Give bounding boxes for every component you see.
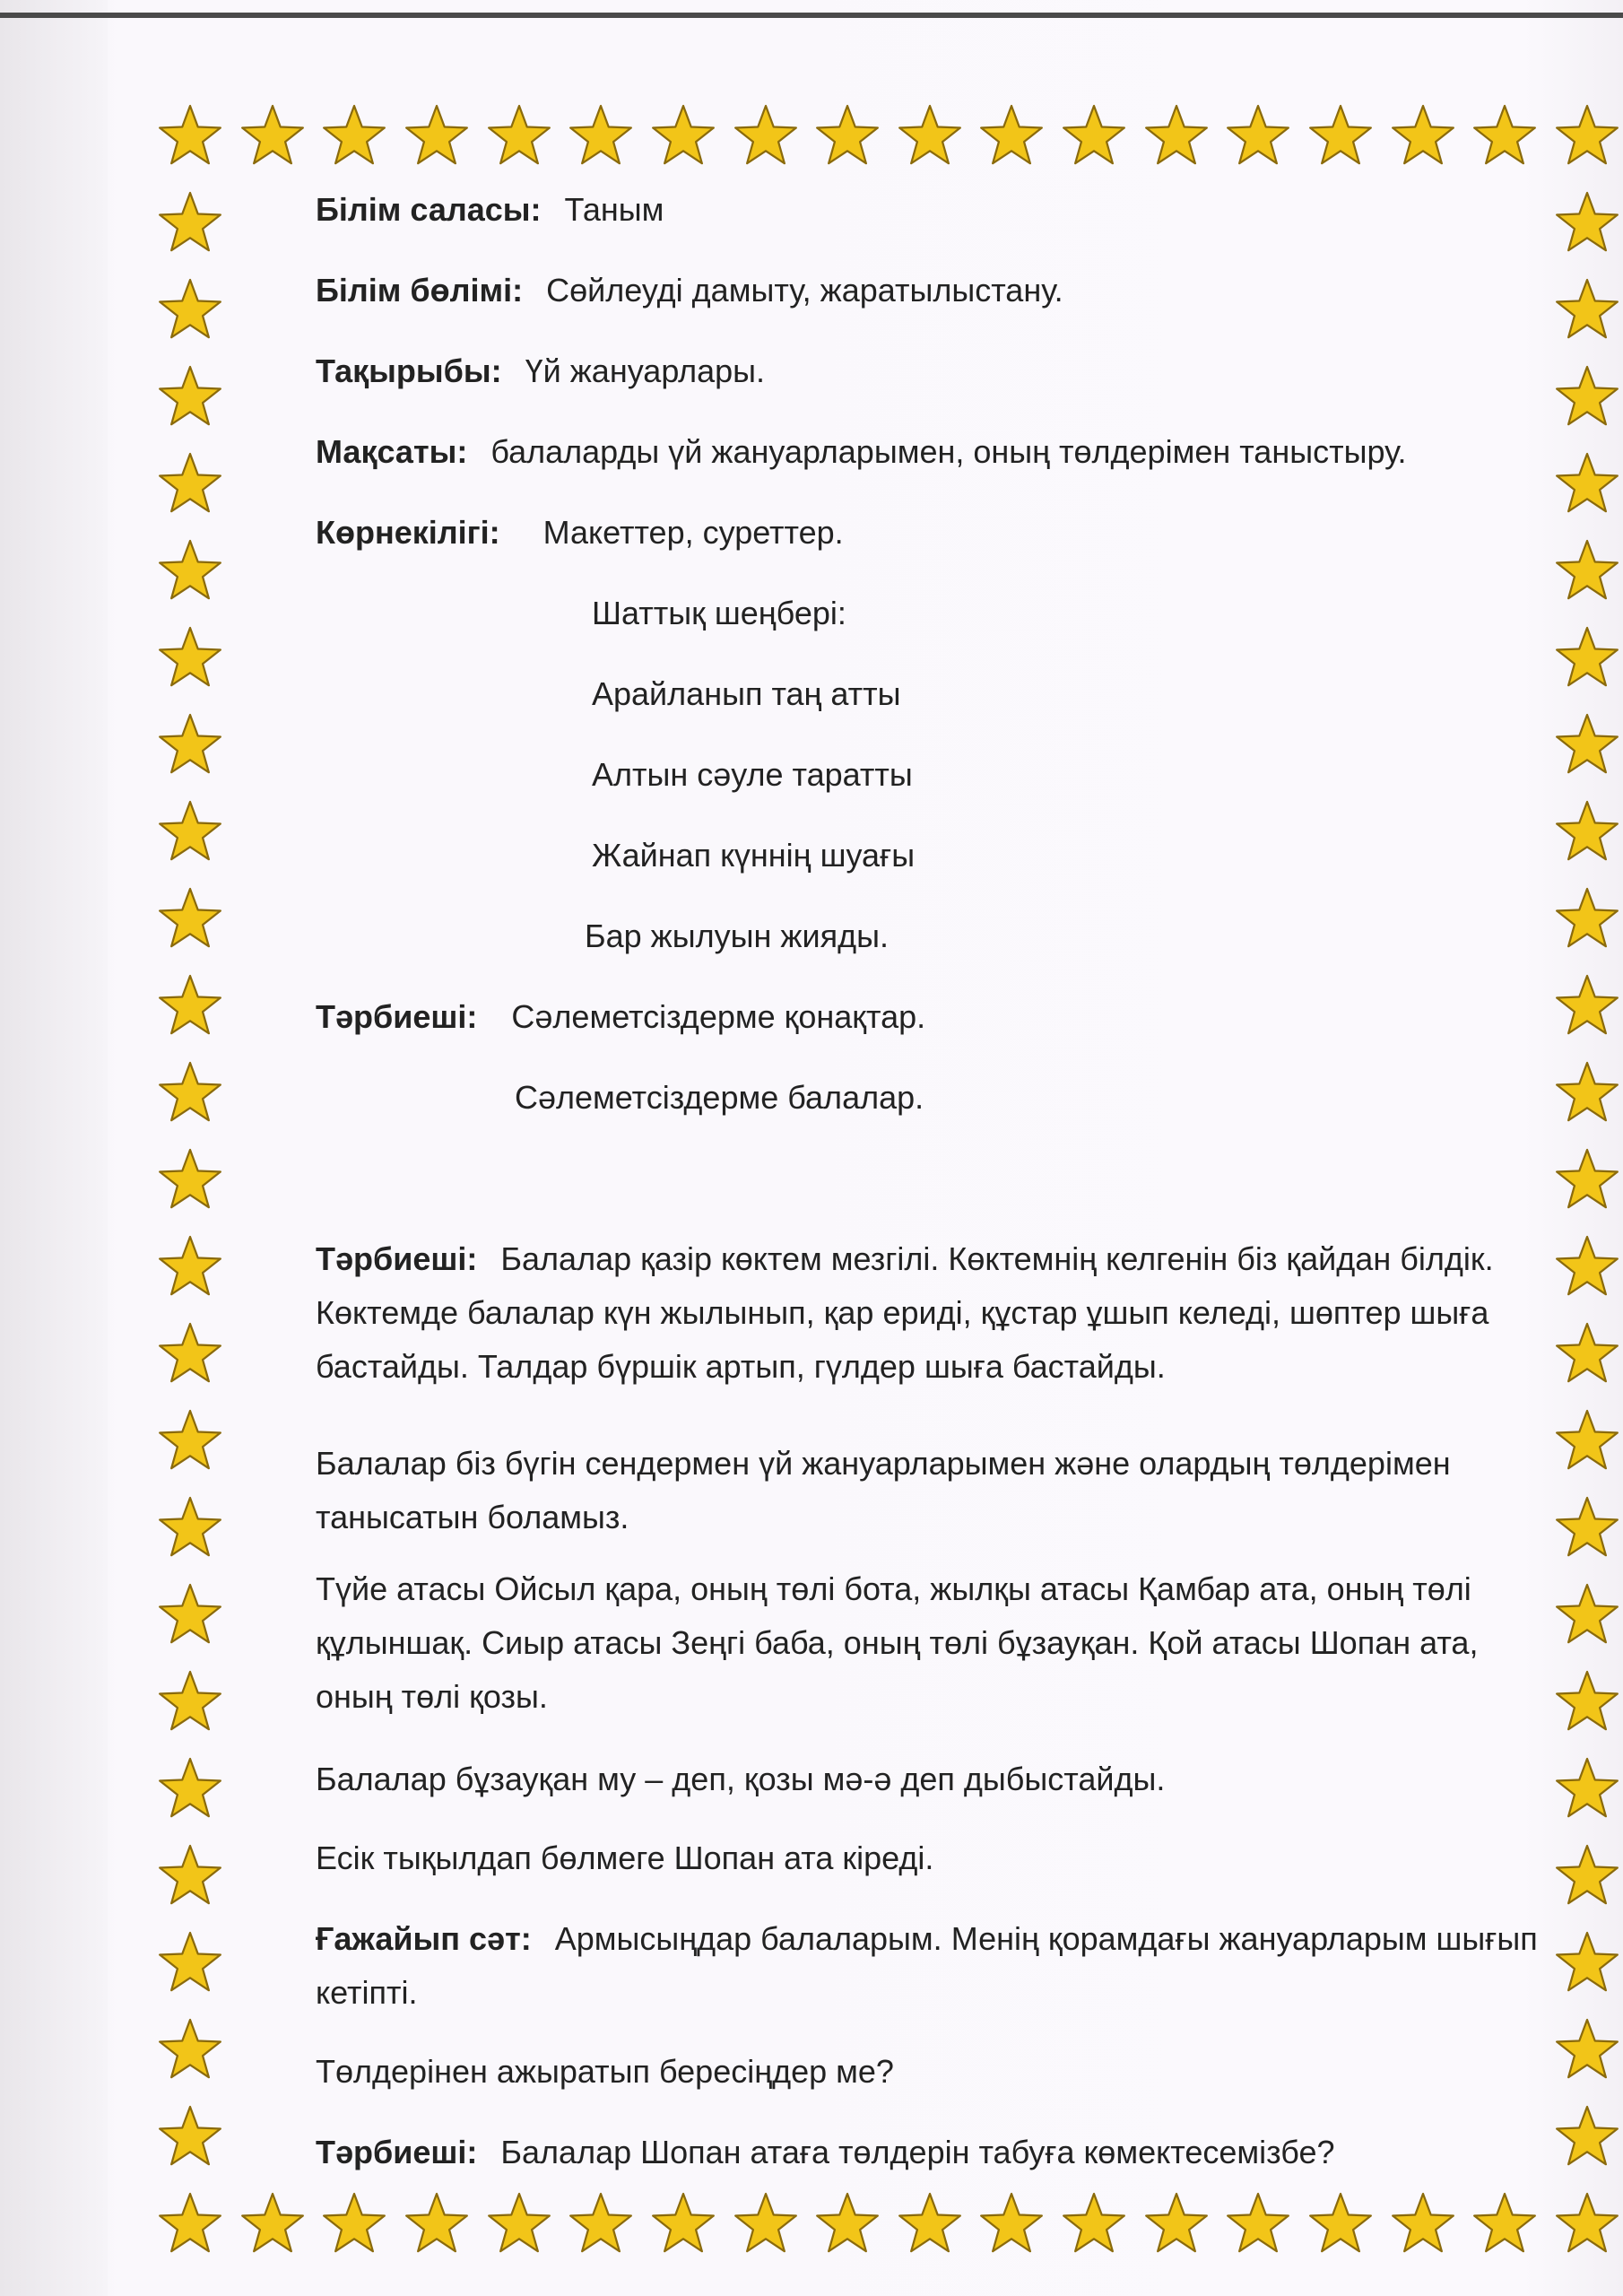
- speaker-label: Тәрбиеші:: [316, 998, 478, 1035]
- star-icon: [1061, 103, 1127, 170]
- star-icon: [157, 712, 223, 778]
- star-icon: [1554, 364, 1620, 430]
- field-takyryby: [316, 344, 765, 398]
- star-icon: [814, 103, 881, 170]
- star-icon: [1554, 1669, 1620, 1735]
- star-icon: [157, 1060, 223, 1126]
- star-icon: [1225, 103, 1291, 170]
- star-icon: [1554, 1321, 1620, 1387]
- paragraph-text: Есік тықылдап бөлмеге Шопан ата кіреді.: [316, 1839, 934, 1876]
- star-icon: [1554, 886, 1620, 952]
- star-icon: [1554, 103, 1620, 170]
- star-icon: [568, 103, 634, 170]
- poem-line: Бар жылуын жияды.: [585, 918, 889, 954]
- field-maksaty: [316, 425, 1406, 479]
- star-icon: [1554, 2017, 1620, 2083]
- star-icon: [157, 538, 223, 604]
- star-icon: [1554, 1408, 1620, 1474]
- field-bilim-bolimi: [316, 264, 1063, 317]
- star-icon: [157, 1930, 223, 1996]
- star-icon: [1554, 1756, 1620, 1822]
- star-icon: [1554, 1147, 1620, 1213]
- poem-line: Жайнап күннің шуағы: [592, 837, 916, 874]
- star-icon: [733, 2191, 799, 2257]
- star-icon: [157, 1234, 223, 1300]
- star-icon: [157, 103, 223, 170]
- star-icon: [568, 2191, 634, 2257]
- greeting-line-1: [316, 990, 925, 1044]
- poem-line: Алтын сәуле таратты: [592, 756, 913, 793]
- paragraph-text: Балалар біз бүгін сендермен үй жануарларымен және олардың төлдерімен танысатын боламыз.: [316, 1445, 1451, 1535]
- star-icon: [157, 2017, 223, 2083]
- star-icon: [1554, 538, 1620, 604]
- star-icon: [1554, 1495, 1620, 1561]
- star-icon: [814, 2191, 881, 2257]
- paragraph-text: Балалар Шопан атаға төлдерін табуға көмектесемізбе?: [500, 2134, 1335, 2170]
- paragraph-text: Армысыңдар балаларым. Менің қорамдағы жануарларым шығып кетіпті.: [316, 1920, 1538, 2011]
- star-icon: [486, 103, 552, 170]
- field-kornekiligi: [316, 506, 844, 560]
- star-icon: [157, 1843, 223, 1909]
- star-icon: [157, 1147, 223, 1213]
- field-value: Таным: [564, 191, 664, 228]
- speaker-label: Тәрбиеші:: [316, 2134, 478, 2170]
- paragraph-text: Балалар қазір көктем мезгілі. Көктемнің келгенін біз қайдан білдік. Көктемде балалар күн жылынып, қар ериді, құстар ұшып келеді, шөптер шыға бастайды. Талдар бүршік артып, гүлдер шыға бастайды.: [316, 1240, 1494, 1385]
- star-icon: [1554, 1930, 1620, 1996]
- field-bilim-salasy: [316, 183, 664, 237]
- poem-line: Арайланып таң атты: [592, 675, 901, 712]
- field-label: Білім саласы:: [316, 191, 542, 228]
- scan-edge-shadow: [0, 0, 108, 2296]
- star-icon: [1554, 1582, 1620, 1648]
- star-icon: [1554, 1060, 1620, 1126]
- star-icon: [1554, 277, 1620, 344]
- star-icon: [157, 886, 223, 952]
- field-label: Білім бөлімі:: [316, 272, 524, 309]
- star-icon: [157, 625, 223, 691]
- paragraph: [316, 2126, 1562, 2179]
- star-icon: [650, 103, 716, 170]
- star-icon: [1554, 625, 1620, 691]
- star-icon: [157, 1321, 223, 1387]
- speaker-label: Тәрбиеші:: [316, 1240, 478, 1277]
- greeting-text: Сәлеметсіздерме қонақтар.: [511, 998, 926, 1035]
- star-icon: [1471, 103, 1538, 170]
- star-icon: [978, 103, 1045, 170]
- star-icon: [1390, 103, 1456, 170]
- speaker-label: Ғажайып сәт:: [316, 1920, 532, 1957]
- star-icon: [321, 2191, 387, 2257]
- star-icon: [897, 103, 963, 170]
- star-icon: [1225, 2191, 1291, 2257]
- scan-top-edge: [0, 13, 1623, 18]
- paragraph-text: Балалар бұзауқан му – деп, қозы мә-ә деп дыбыстайды.: [316, 1761, 1166, 1797]
- star-icon: [1554, 451, 1620, 517]
- star-icon: [1390, 2191, 1456, 2257]
- paragraph: [316, 2045, 1562, 2099]
- star-icon: [157, 1495, 223, 1561]
- field-value: Макеттер, суреттер.: [542, 514, 844, 551]
- poem-title: Шаттық шеңбері:: [592, 595, 846, 631]
- star-icon: [157, 364, 223, 430]
- paragraph-text: Төлдерінен ажыратып бересіңдер ме?: [316, 2053, 894, 2090]
- star-icon: [239, 103, 306, 170]
- paragraph: [316, 1912, 1562, 2020]
- star-icon: [1554, 799, 1620, 865]
- star-icon: [157, 190, 223, 257]
- star-icon: [1307, 103, 1374, 170]
- star-icon: [1554, 2104, 1620, 2170]
- star-icon: [157, 2104, 223, 2170]
- star-icon: [404, 103, 470, 170]
- field-label: Тақырыбы:: [316, 352, 502, 389]
- star-icon: [157, 1582, 223, 1648]
- star-icon: [897, 2191, 963, 2257]
- star-icon: [733, 103, 799, 170]
- star-icon: [157, 799, 223, 865]
- paragraph-text: Түйе атасы Ойсыл қара, оның төлі бота, жылқы атасы Қамбар ата, оның төлі құлыншақ. Сиыр атасы Зеңгі баба, оның төлі бұзауқан. Қой атасы Шопан ата, оның төлі қозы.: [316, 1570, 1479, 1715]
- field-label: Мақсаты:: [316, 433, 468, 470]
- field-label: Көрнекілігі:: [316, 514, 500, 551]
- star-icon: [1143, 2191, 1210, 2257]
- paragraph: [316, 1562, 1562, 1724]
- paragraph: [316, 1831, 1562, 1885]
- paragraph: [316, 1752, 1562, 1806]
- star-icon: [486, 2191, 552, 2257]
- star-icon: [239, 2191, 306, 2257]
- field-value: Үй жануарлары.: [525, 352, 766, 389]
- star-icon: [1143, 103, 1210, 170]
- star-icon: [157, 1669, 223, 1735]
- star-icon: [157, 1756, 223, 1822]
- star-icon: [1471, 2191, 1538, 2257]
- greeting-line-2: Сәлеметсіздерме балалар.: [515, 1079, 924, 1116]
- paragraph: [316, 1232, 1562, 1394]
- star-icon: [157, 1408, 223, 1474]
- star-icon: [1554, 712, 1620, 778]
- star-icon: [650, 2191, 716, 2257]
- star-icon: [321, 103, 387, 170]
- field-value: балаларды үй жануарларымен, оның төлдерімен таныстыру.: [490, 433, 1407, 470]
- star-icon: [978, 2191, 1045, 2257]
- star-icon: [1554, 1843, 1620, 1909]
- field-value: Сөйлеуді дамыту, жаратылыстану.: [546, 272, 1063, 309]
- star-icon: [157, 451, 223, 517]
- star-icon: [157, 973, 223, 1039]
- star-icon: [1554, 1234, 1620, 1300]
- star-icon: [1307, 2191, 1374, 2257]
- star-icon: [1554, 2191, 1620, 2257]
- star-icon: [404, 2191, 470, 2257]
- paragraph: [316, 1437, 1562, 1544]
- star-icon: [1554, 190, 1620, 257]
- star-icon: [1554, 973, 1620, 1039]
- star-icon: [157, 277, 223, 344]
- star-icon: [157, 2191, 223, 2257]
- star-icon: [1061, 2191, 1127, 2257]
